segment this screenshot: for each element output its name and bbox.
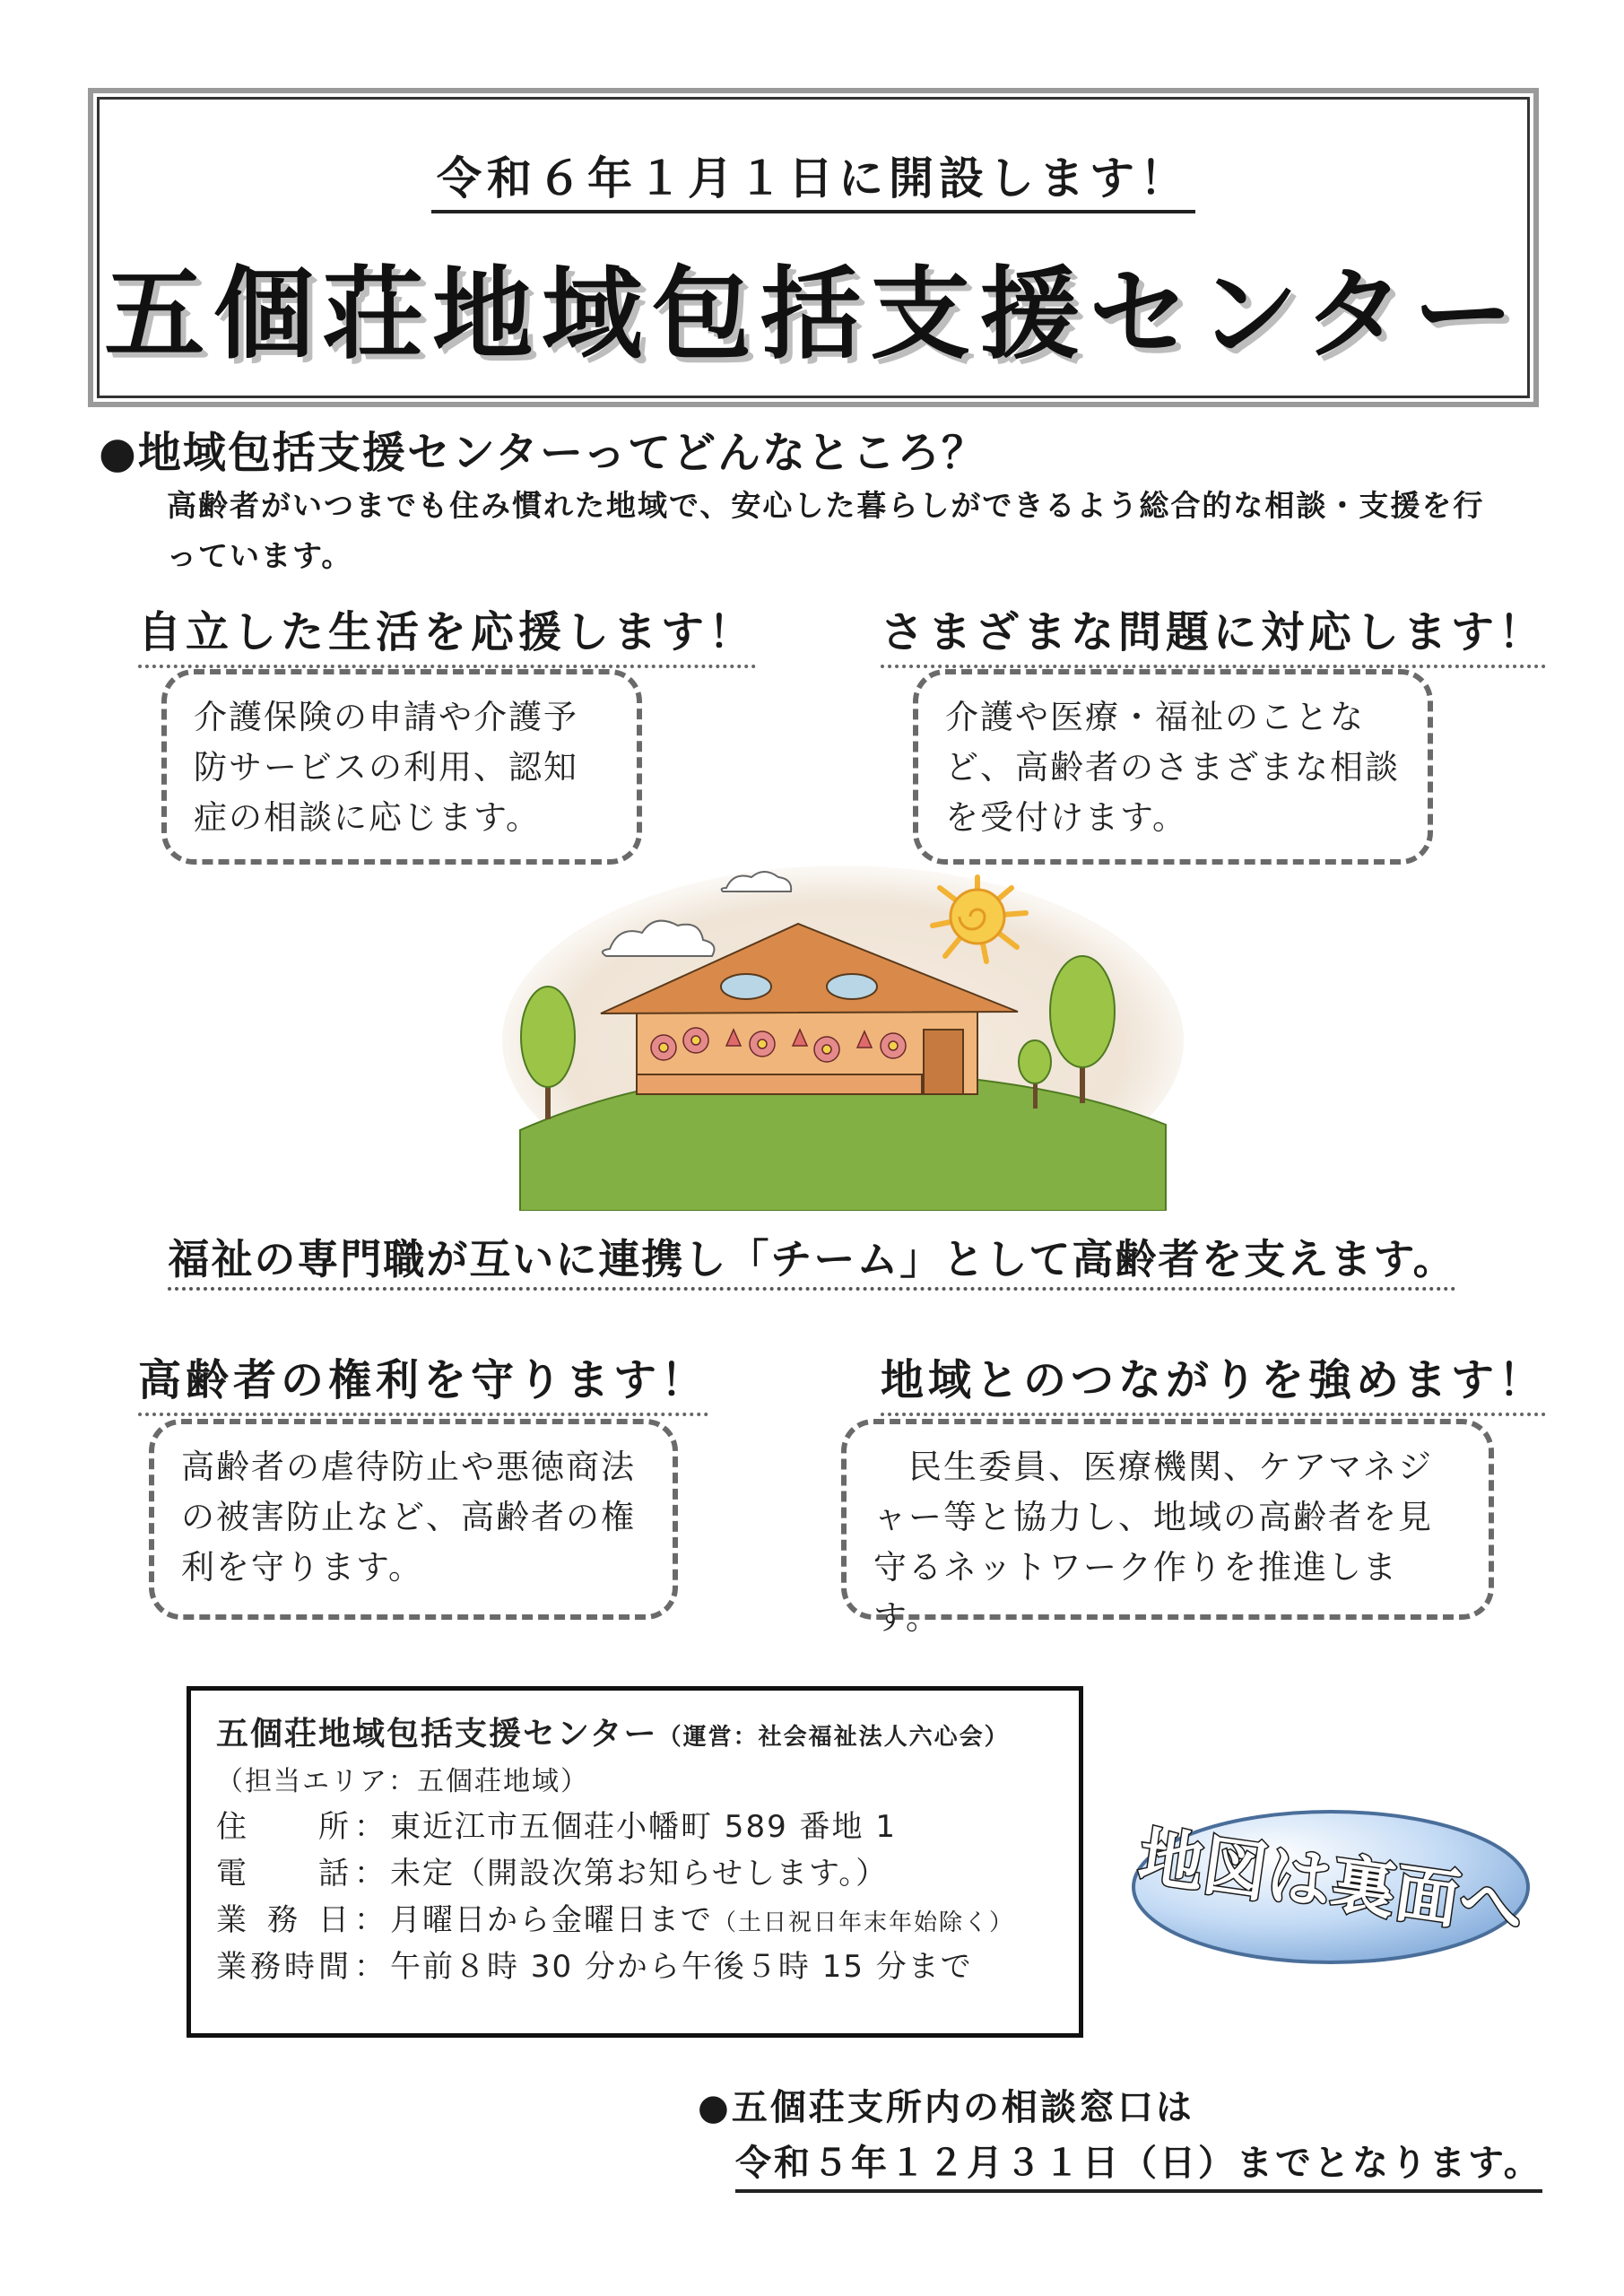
bottom-notice-line1: ●五個荘支所内の相談窓口は xyxy=(698,2087,1194,2128)
section-heading-various-problems: さまざまな問題に対応します！ xyxy=(881,597,1546,668)
info-row-address: 住所 ： 東近江市五個荘小幡町 589 番地 1 xyxy=(216,1809,897,1845)
section-heading-community: 地域とのつながりを強めます！ xyxy=(881,1345,1546,1416)
title-box xyxy=(97,97,1530,398)
info-center-name: 五個荘地域包括支援センター（運営：社会福祉法人六心会） xyxy=(216,1716,1010,1752)
section-card-rights: 高齢者の虐待防止や悪徳商法の被害防止など、高齢者の権利を守ります。 xyxy=(149,1419,678,1620)
map-on-back-badge xyxy=(1119,1799,1542,1970)
section-heading-independence: 自立した生活を応援します！ xyxy=(138,597,756,668)
opening-notice: 令和６年１月１日に開設します！ xyxy=(100,143,1527,207)
section-heading-rights: 高齢者の権利を守ります！ xyxy=(138,1345,708,1416)
section-card-independence: 介護保険の申請や介護予防サービスの利用、認知症の相談に応じます。 xyxy=(161,669,642,865)
info-row-business-hours: 業務時間 ： 午前８時 30 分から午後５時 15 分まで xyxy=(216,1949,973,1985)
map-badge-text: 地図は裏面へ xyxy=(1133,1818,1529,1947)
house-illustration xyxy=(502,861,1184,1211)
intro-heading: ●地域包括支援センターってどんなところ？ xyxy=(99,428,987,478)
info-row-business-days: 業務日 ： 月曜日から金曜日まで（土日祝日年末年始除く） xyxy=(216,1902,1015,1938)
section-card-various-problems: 介護や医療・福祉のことなど、高齢者のさまざまな相談を受付けます。 xyxy=(913,669,1433,865)
team-message: 福祉の専門職が互いに連携し「チーム」として高齢者を支えます。 xyxy=(0,1227,1624,1286)
section-card-community: 民生委員、医療機関、ケアマネジャー等と協力し、地域の高齢者を見守るネットワーク作りを推進します。 xyxy=(841,1419,1494,1620)
info-area: （担当エリア：五個荘地域） xyxy=(216,1766,589,1797)
intro-body: 高齢者がいつまでも住み慣れた地域で、安心した暮らしができるよう総合的な相談・支援を行っています。 xyxy=(167,488,1485,573)
page-title: 五個荘地域包括支援センター xyxy=(104,257,1523,373)
contact-info-box xyxy=(187,1686,1083,2038)
bottom-notice-line2: 令和５年１２月３１日（日）までとなります。 xyxy=(735,2135,1542,2193)
info-row-phone: 電話 ： 未定（開設次第お知らせします。） xyxy=(216,1856,889,1892)
